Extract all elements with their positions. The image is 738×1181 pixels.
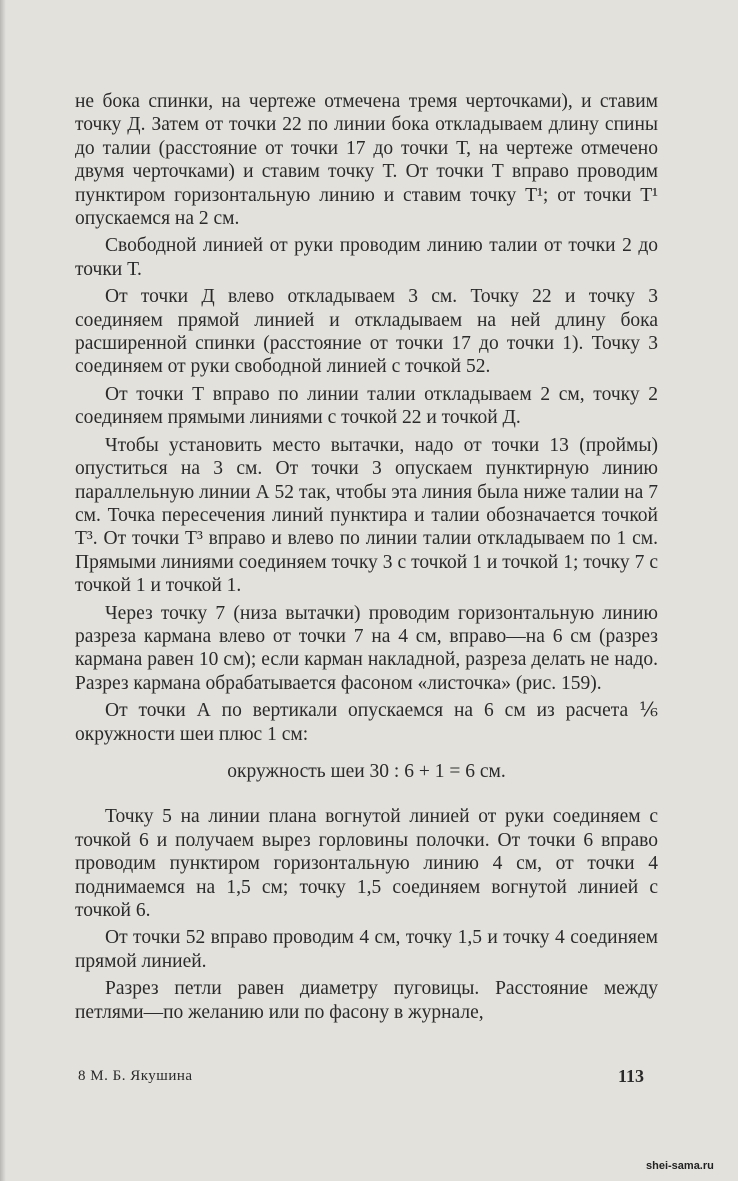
paragraph-2: Свободной линией от руки проводим линию талии от точки 2 до точки Т. bbox=[75, 235, 658, 280]
paragraph-6: Через точку 7 (низа вытачки) проводим горизонтальную линию разреза кармана влево от точки 7 на 4 см, вправо—на 6 см (разрез кармана равен 10 см); если карман накладной, разреза делать не надо. Разрез кармана обрабатывается фасоном «листочка» (рис. 159). bbox=[75, 602, 658, 694]
paragraph-1: не бока спинки, на чертеже отмечена тремя черточками), и ставим точку Д. Затем от точки 22 по линии бока откладываем длину спины до талии (расстояние от точки 17 до точки Т, на чертеже отмечено двумя черточками) и ставим точку Т. От точки Т вправо проводим пунктиром горизонтальную линию и ставим точку Т¹; от точки Т¹ опускаемся на 2 см. bbox=[75, 91, 658, 230]
footer-signature: 8 М. Б. Якушина bbox=[78, 1068, 193, 1084]
page-edge bbox=[0, 0, 6, 1181]
paragraph-5: Чтобы установить место вытачки, надо от точки 13 (проймы) опуститься на 3 см. От точки 3 опускаем пунктирную линию параллельную линии А 52 так, чтобы эта линия была ниже талии на 7 см. Точка пересечения линий пунктира и талии обозначается точкой Т³. От точки Т³ вправо и влево по линии талии откладываем по 1 см. Прямыми линиями соединяем точку 3 с точкой 1 и точкой 1; точку 7 с точкой 1 и точкой 1. bbox=[75, 434, 658, 597]
watermark: shei-sama.ru bbox=[646, 1160, 714, 1172]
paragraph-9: От точки 52 вправо проводим 4 см, точку 1,5 и точку 4 соединяем прямой линией. bbox=[75, 927, 658, 972]
formula: окружность шеи 30 : 6 + 1 = 6 см. bbox=[227, 760, 506, 782]
paragraph-3: От точки Д влево откладываем 3 см. Точку 22 и точку 3 соединяем прямой линией и откладываем на ней длину бока расширенной спинки (расстояние от точки 17 до точки 1). Точку 3 соединяем от руки свободной линией с точкой 52. bbox=[75, 286, 658, 378]
paragraph-4: От точки Т вправо по линии талии откладываем 2 см, точку 2 соединяем прямыми линиями с точкой 22 и точкой Д. bbox=[75, 383, 658, 429]
paragraph-8: Точку 5 на линии плана вогнутой линией от руки соединяем с точкой 6 и получаем вырез горловины полочки. От точки 6 вправо проводим пунктиром горизонтальную линию 4 см, от точки 4 поднимаемся на 1,5 см; точку 1,5 соединяем вогнутой линией с точкой 6. bbox=[75, 806, 658, 921]
body-text bbox=[75, 90, 658, 1028]
page-number: 113 bbox=[618, 1066, 645, 1086]
paragraph-10: Разрез петли равен диаметру пуговицы. Расстояние между петлями—по желанию или по фасону в журнале, bbox=[75, 978, 658, 1023]
paragraph-7: От точки А по вертикали опускаемся на 6 см из расчета ⅙ окружности шеи плюс 1 см: bbox=[75, 700, 658, 745]
